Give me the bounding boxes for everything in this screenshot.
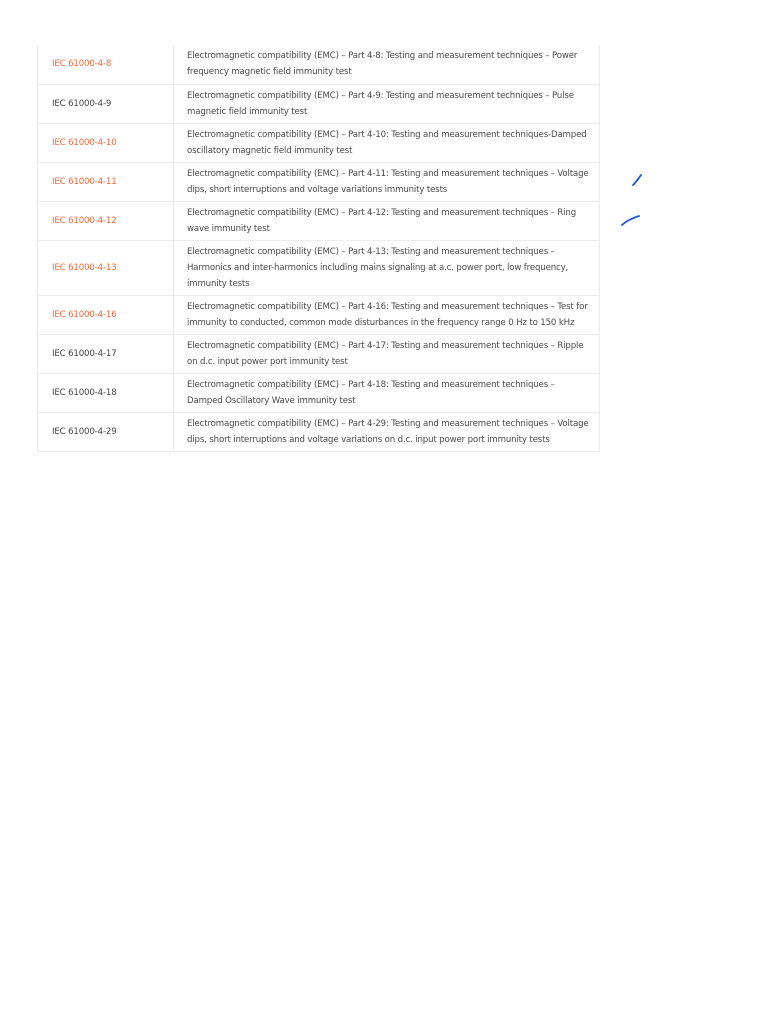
table-row [38,84,600,123]
pen-annotations [612,165,652,235]
table-row [38,201,600,240]
standard-code-link[interactable]: IEC 61000-4-12 [38,201,174,240]
table-row [38,162,600,201]
standard-code-link[interactable]: IEC 61000-4-13 [38,240,174,295]
pen-stroke-icon [633,175,641,185]
standard-code: IEC 61000-4-9 [38,84,174,123]
pen-stroke-icon [622,216,639,225]
standard-code-link[interactable]: IEC 61000-4-10 [38,123,174,162]
standard-code: IEC 61000-4-29 [38,412,174,451]
standard-description: Electromagnetic compatibility (EMC) – Part 4-16: Testing and measurement techniques – Test for immunity to conducted, common mode disturbances in the frequency range 0 Hz to 150 kHz [174,295,600,334]
standards-table [37,45,600,452]
standard-code-link[interactable]: IEC 61000-4-16 [38,295,174,334]
standard-description: Electromagnetic compatibility (EMC) – Part 4-9: Testing and measurement techniques – Pulse magnetic field immunity test [174,84,600,123]
standard-code: IEC 61000-4-18 [38,373,174,412]
table-row [38,123,600,162]
table-row [38,334,600,373]
standard-code-link[interactable]: IEC 61000-4-11 [38,162,174,201]
table-row [38,373,600,412]
standard-description: Electromagnetic compatibility (EMC) – Part 4-18: Testing and measurement techniques – Damped Oscillatory Wave immunity test [174,373,600,412]
standard-code-link[interactable]: IEC 61000-4-8 [38,45,174,84]
standard-description: Electromagnetic compatibility (EMC) – Part 4-8: Testing and measurement techniques – Power frequency magnetic field immunity test [174,45,600,84]
standard-code: IEC 61000-4-17 [38,334,174,373]
standard-description: Electromagnetic compatibility (EMC) – Part 4-11: Testing and measurement techniques – Voltage dips, short interruptions and voltage variations immunity tests [174,162,600,201]
standard-description: Electromagnetic compatibility (EMC) – Part 4-13: Testing and measurement techniques – Harmonics and inter-harmonics including mains signaling at a.c. power port, low frequency, immunity tests [174,240,600,295]
standard-description: Electromagnetic compatibility (EMC) – Part 4-29: Testing and measurement techniques – Voltage dips, short interruptions and voltage variations on d.c. input power port immunity tests [174,412,600,451]
table-row [38,412,600,451]
standard-description: Electromagnetic compatibility (EMC) – Part 4-12: Testing and measurement techniques – Ring wave immunity test [174,201,600,240]
table-row [38,45,600,84]
table-row [38,240,600,295]
standard-description: Electromagnetic compatibility (EMC) – Part 4-10: Testing and measurement techniques-Damped oscillatory magnetic field immunity test [174,123,600,162]
standards-table-body [38,45,600,451]
standard-description: Electromagnetic compatibility (EMC) – Part 4-17: Testing and measurement techniques – Ripple on d.c. input power port immunity test [174,334,600,373]
table-row [38,295,600,334]
